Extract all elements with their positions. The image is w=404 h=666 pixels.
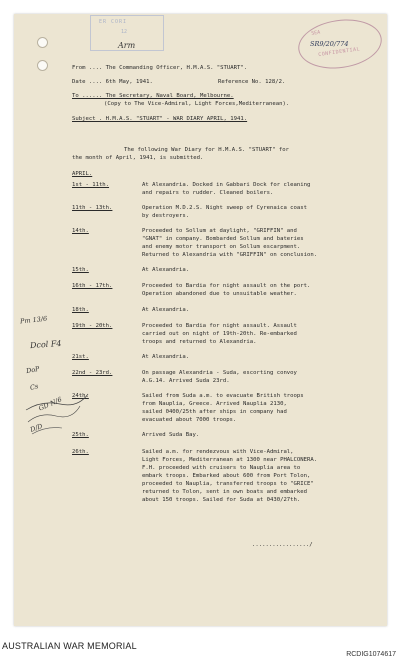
entry-text: At Alexandria. <box>142 267 190 273</box>
entry-date: 11th - 13th. <box>72 205 113 211</box>
header-subject: Subject . H.M.A.S. "STUART" - WAR DIARY APRIL, 1941. <box>72 116 248 122</box>
entry-text: carried out on night of 19th-20th. Re-embarked <box>142 331 297 337</box>
entry-text: At Alexandria. <box>142 354 190 360</box>
margin-note: D/D <box>29 422 44 434</box>
header-reference: Reference No. 128/2. <box>218 79 286 85</box>
entry-text: Light Forces, Mediterranean at 1300 near PHALCONERA. <box>142 457 318 463</box>
entry-text: troops and returned to Alexandria. <box>142 339 257 345</box>
entry-text: from Nauplia, Greece. Arrived Nauplia 2130, <box>142 401 287 407</box>
entry-text: Returned to Alexandria with "GRIFFIN" on conclusion. <box>142 252 318 258</box>
entry-date: 19th - 20th. <box>72 323 113 329</box>
entry-text: At Alexandria. Docked in Gabbari Dock for cleaning <box>142 182 311 188</box>
margin-note: GD N/6 <box>37 395 64 413</box>
entry-text: proceeded to Nauplia, transferred troops to "GRICE" <box>142 481 314 487</box>
confidential-stamp-top: SEA <box>310 29 321 37</box>
entry-text: Arrived Suda Bay. <box>142 432 200 438</box>
entry-text: F.H. proceeded with cruisers to Nauplia area to <box>142 465 301 471</box>
entry-text: Proceeded to Sollum at daylight, "GRIFFIN" and <box>142 228 297 234</box>
intro-line-1: The following War Diary for H.M.A.S. "STUART" for <box>124 147 290 153</box>
punch-hole-top <box>37 37 48 48</box>
entry-date: 24th. <box>72 393 89 399</box>
margin-note: Pm 13/6 <box>19 314 48 326</box>
entry-text: and repairs to rudder. Cleaned boilers. <box>142 190 274 196</box>
handwritten-initials: Arm <box>118 41 136 50</box>
entry-text: Proceeded to Bardia for night assault on the port. <box>142 283 311 289</box>
registry-stamp-text: ER CORI <box>99 19 128 25</box>
header-from: From .... The Commanding Officer, H.M.A.S. "STUART". <box>72 65 248 71</box>
entry-text: A.G.14. Arrived Suda 23rd. <box>142 378 230 384</box>
entry-text: At Alexandria. <box>142 307 190 313</box>
entry-text: Operation abandoned due to unsuitable weather. <box>142 291 297 297</box>
header-to: To ...... The Secretary, Naval Board, Melbourne. <box>72 93 234 99</box>
entry-text: returned to Tolon, sent in own boats and embarked <box>142 489 308 495</box>
entry-text: embark troops. Embarked about 600 from Port Tolon, <box>142 473 311 479</box>
entry-text: Sailed from Suda a.m. to evacuate British troops <box>142 393 304 399</box>
entry-text: and enemy motor transport on Sollum escarpment. <box>142 244 301 250</box>
entry-date: 21st. <box>72 354 89 360</box>
signature-line: ................./ <box>252 542 313 548</box>
punch-hole-bottom <box>37 60 48 71</box>
margin-note: Cs <box>29 382 40 392</box>
entry-text: "GNAT" in company. Bombarded Sollum and bateries <box>142 236 304 242</box>
margin-scribbles <box>22 360 92 440</box>
handwritten-reference: SR9/20/774 <box>310 40 349 48</box>
entry-date: 1st - 11th. <box>72 182 110 188</box>
entry-text: sailed 0400/25th after ships in company had <box>142 409 287 415</box>
entry-date: 22nd - 23rd. <box>72 370 113 376</box>
entry-text: Operation M.D.2.S. Night sweep of Cyrenaica coast <box>142 205 308 211</box>
entry-date: 25th. <box>72 432 89 438</box>
record-id: RCDIG1074617 <box>346 651 396 658</box>
entry-text: On passage Alexandria - Suda, escorting convoy <box>142 370 297 376</box>
entry-date: 18th. <box>72 307 89 313</box>
entry-text: evacuated about 7000 troops. <box>142 417 237 423</box>
margin-note: DoP <box>25 364 41 376</box>
confidential-stamp-bottom: CONFIDENTIAL <box>317 46 361 59</box>
registry-stamp-number: 12 <box>121 29 128 35</box>
entry-text: Sailed a.m. for rendezvous with Vice-Admiral, <box>142 449 294 455</box>
header-copy: (Copy to The Vice-Admiral, Light Forces,Mediterranean). <box>104 101 290 107</box>
institution-name: AUSTRALIAN WAR MEMORIAL <box>2 641 137 651</box>
entry-text: by destroyers. <box>142 213 190 219</box>
entry-text: Proceeded to Bardia for night assault. Assault <box>142 323 297 329</box>
month-heading: APRIL. <box>72 171 93 177</box>
entry-date: 14th. <box>72 228 89 234</box>
entry-date: 16th - 17th. <box>72 283 113 289</box>
header-date: Date .... 6th May, 1941. <box>72 79 153 85</box>
intro-line-2: the month of April, 1941, is submitted. <box>72 155 204 161</box>
entry-date: 15th. <box>72 267 89 273</box>
entry-date: 26th. <box>72 449 89 455</box>
margin-note: Dcol F4 <box>29 338 62 351</box>
entry-text: about 150 troops. Sailed for Suda at 0430/27th. <box>142 497 301 503</box>
